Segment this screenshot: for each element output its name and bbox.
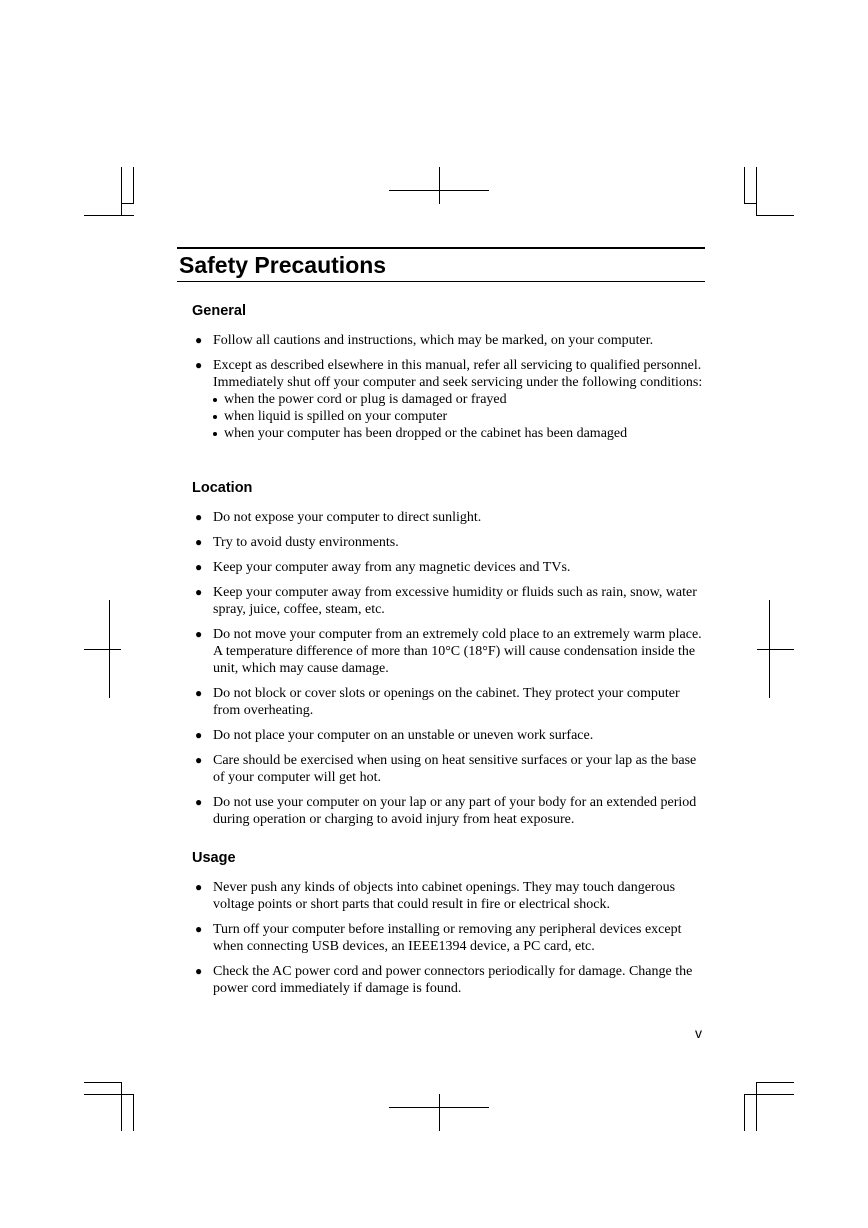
registration-mark bbox=[84, 649, 121, 650]
bullet-icon: ● bbox=[195, 585, 203, 599]
registration-mark bbox=[439, 167, 440, 204]
crop-mark bbox=[133, 1094, 134, 1131]
list-item-text: Follow all cautions and instructions, which may be marked, on your computer. bbox=[213, 333, 654, 348]
sub-list-item-text: when the power cord or plug is damaged or frayed bbox=[224, 392, 507, 407]
sub-bullet-icon bbox=[213, 432, 217, 436]
list-item-text: Do not block or cover slots or openings on the cabinet. They protect your computer from overheating. bbox=[213, 686, 680, 718]
list-item bbox=[192, 963, 707, 997]
bullet-icon: ● bbox=[195, 922, 203, 936]
bullet-icon: ● bbox=[195, 964, 203, 978]
general-list bbox=[192, 332, 707, 442]
sub-list-item bbox=[213, 391, 707, 408]
title-top-rule bbox=[177, 247, 705, 249]
conditions-list bbox=[213, 391, 707, 442]
list-item bbox=[192, 534, 707, 551]
list-item-text: Try to avoid dusty environments. bbox=[213, 535, 399, 550]
bullet-icon: ● bbox=[195, 510, 203, 524]
sub-list-item-text: when liquid is spilled on your computer bbox=[224, 409, 448, 424]
sub-list-item bbox=[213, 408, 707, 425]
list-item bbox=[192, 752, 707, 786]
crop-mark bbox=[744, 1094, 794, 1095]
list-item-text: Do not expose your computer to direct sunlight. bbox=[213, 510, 482, 525]
usage-list bbox=[192, 879, 707, 997]
bullet-icon: ● bbox=[195, 753, 203, 767]
list-item-text: Care should be exercised when using on heat sensitive surfaces or your lap as the base of your computer will get hot. bbox=[213, 753, 697, 785]
crop-mark bbox=[121, 203, 134, 204]
list-item-text: Do not place your computer on an unstable or uneven work surface. bbox=[213, 728, 594, 743]
location-list bbox=[192, 509, 707, 828]
list-item-text: Keep your computer away from any magnetic devices and TVs. bbox=[213, 560, 571, 575]
list-item-text: Except as described elsewhere in this manual, refer all servicing to qualified personnel. Immediately shut off your computer and seek servicing under the following conditions: bbox=[213, 358, 703, 390]
crop-mark bbox=[133, 167, 134, 204]
sub-list-item-text: when your computer has been dropped or the cabinet has been damaged bbox=[224, 426, 628, 441]
section-location bbox=[192, 479, 707, 836]
section-heading-usage: Usage bbox=[192, 850, 236, 866]
list-item-text: Turn off your computer before installing or removing any peripheral devices except when connecting USB devices, an IEEE1394 device, a PC card, etc. bbox=[213, 922, 682, 954]
list-item bbox=[192, 879, 707, 913]
bullet-icon: ● bbox=[195, 627, 203, 641]
bullet-icon: ● bbox=[195, 560, 203, 574]
section-heading-general: General bbox=[192, 303, 246, 319]
registration-mark bbox=[439, 1094, 440, 1131]
list-item bbox=[192, 509, 707, 526]
sub-bullet-icon bbox=[213, 415, 217, 419]
list-item bbox=[192, 332, 707, 349]
section-general bbox=[192, 302, 707, 450]
crop-mark bbox=[744, 1094, 745, 1131]
bullet-icon: ● bbox=[195, 535, 203, 549]
crop-mark bbox=[756, 215, 794, 216]
sub-bullet-icon bbox=[213, 398, 217, 402]
crop-mark bbox=[121, 167, 122, 215]
list-item bbox=[192, 727, 707, 744]
section-heading-location: Location bbox=[192, 480, 253, 496]
crop-mark bbox=[744, 167, 745, 204]
list-item-text: Check the AC power cord and power connectors periodically for damage. Change the power cord immediately if damage is found. bbox=[213, 964, 693, 996]
list-item-text: Do not use your computer on your lap or any part of your body for an extended period during operation or charging to avoid injury from heat exposure. bbox=[213, 795, 697, 827]
crop-mark bbox=[756, 1082, 794, 1083]
crop-mark bbox=[84, 1094, 134, 1095]
list-item-text: Do not move your computer from an extremely cold place to an extremely warm place. A temperature difference of more than 10°C (18°F) will cause condensation inside the unit, which may cause damage. bbox=[213, 627, 702, 676]
bullet-icon: ● bbox=[195, 333, 203, 347]
crop-mark bbox=[756, 167, 757, 215]
registration-mark bbox=[757, 649, 794, 650]
list-item bbox=[192, 921, 707, 955]
bullet-icon: ● bbox=[195, 358, 203, 372]
bullet-icon: ● bbox=[195, 880, 203, 894]
list-item-text: Keep your computer away from excessive humidity or fluids such as rain, snow, water spray, juice, coffee, steam, etc. bbox=[213, 585, 697, 617]
crop-mark bbox=[84, 215, 134, 216]
crop-mark bbox=[744, 203, 757, 204]
list-item-text: Never push any kinds of objects into cabinet openings. They may touch dangerous voltage points or short parts that could result in fire or electrical shock. bbox=[213, 880, 676, 912]
list-item bbox=[192, 794, 707, 828]
crop-mark bbox=[84, 1082, 122, 1083]
list-item bbox=[192, 584, 707, 618]
list-item bbox=[192, 685, 707, 719]
list-item bbox=[192, 626, 707, 677]
list-item bbox=[192, 357, 707, 442]
crop-mark bbox=[756, 1082, 757, 1131]
bullet-icon: ● bbox=[195, 728, 203, 742]
section-usage bbox=[192, 849, 707, 1005]
page-title: Safety Precautions bbox=[179, 252, 387, 278]
title-bottom-rule bbox=[177, 281, 705, 282]
bullet-icon: ● bbox=[195, 686, 203, 700]
page-number: v bbox=[695, 1025, 702, 1041]
list-item bbox=[192, 559, 707, 576]
sub-list-item bbox=[213, 425, 707, 442]
crop-mark bbox=[121, 1082, 122, 1131]
bullet-icon: ● bbox=[195, 795, 203, 809]
